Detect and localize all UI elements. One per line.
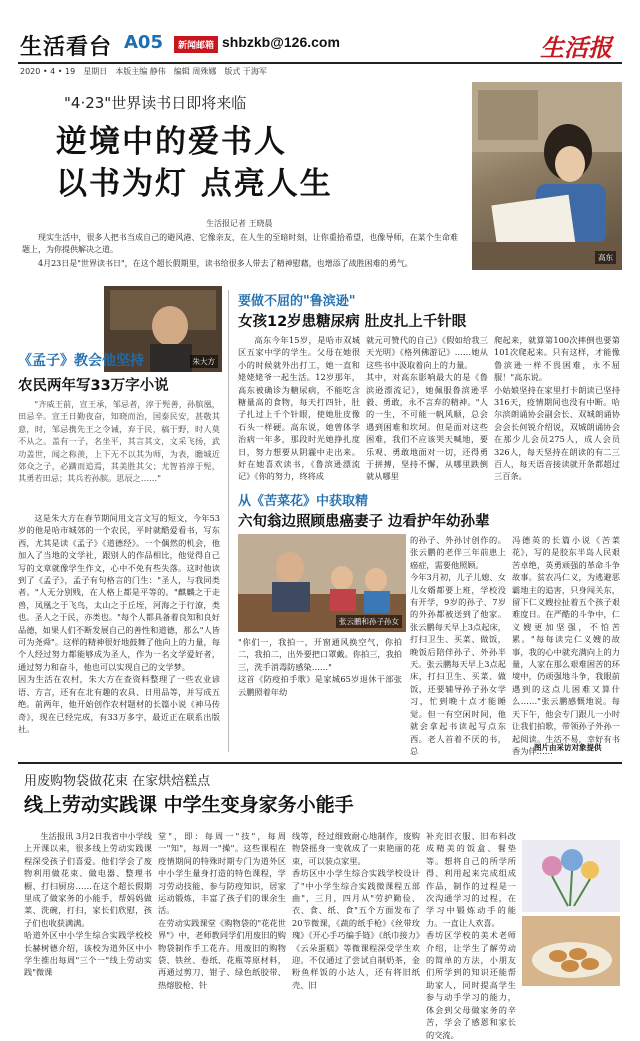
lead-intro-1: 现实生活中，很多人把书当成自己的避风港、它像亲友，在人生的至暗时刻，让你重拾希望，也像导师，在某个生命难题上，为你提供解决之道。: [22, 233, 458, 254]
grandfather-headline: 六旬翁边照顾患癌妻子 边看护年幼孙辈: [238, 514, 490, 530]
lead-byline: 生活报记者 王晓晨: [206, 219, 273, 228]
labor-col-2: 堂"，即：每周一"技"，每周一"知"，每周一"操"。这些课程在疫情期间的特殊时期专门为道外区中小学生量身打造的特色课程，学习劳动技能、参与防疫知识，居家运动锻炼，丰富了孩子们的课余生活。 在劳动实践课堂《购物袋的"花花世界"》中，老师教同学们用废旧的购物袋制作手工花卉。用废旧的购物袋、铁丝、卷纸、花瓶等原材料，再通过剪刀、钳子、绿色纸胶带、热熔胶枪、针: [158, 831, 286, 990]
labor-kicker: 用废购物袋做花束 在家烘焙糕点: [24, 774, 211, 789]
story-farmer: [18, 286, 226, 756]
lead-intro-2: 4月23日是"世界读书日"，在这个超长假期里，读书给很多人带去了精神慰藉，也增添了战胜困难的勇气。: [38, 259, 413, 268]
masthead-rule: [18, 62, 622, 64]
farmer-body: 这是朱大方在春节期间用文言文写的短文，今年53岁的他是哈市城郊的一个农民，平时就酷爱看书，写东西，尤其是读《孟子》《道德经》。一个偶然的机会，他加入了当地的文学社，跟别人的作品相比，他觉得自己写的文章就像学生作文，心中不免有些失落。这时他读到了《孟子》，孟子有句格言的门生："圣人，与我同类者。"人无分别贱，在人格上都是平等的。"麒麟之于走兽，凤凰之于飞鸟，太山之于丘垤，河海之于行潦，类也。圣人之于民，亦类也。"每个人都具备着良知和良好品德，如果人们不断发展自己的善性和道德，那么"人皆可为尧舜"。这样的精神很好地鼓舞了他向上的力量，每个人经过努力都能够成为圣人，作为一名文学爱好者，通过努力和奋斗，他也可以实现自己的文学梦。 因为生活在农村，朱大方在查资料整理了一些农业谚语、方言，还有在北有趣的农具、日用品等，并写成五绝。前两年，他开始创作农村题材的长篇小说《神马传奇》，现在已经完成，有33万多字，最近正在联系出版社。: [18, 513, 220, 734]
photo-caption-farmer: 朱大方: [190, 355, 219, 368]
lead-headline-2: 以书为灯 点亮人生: [56, 166, 333, 202]
farmer-kicker: 《孟子》教会他坚持: [18, 353, 144, 369]
paper-flowers-illustration: [522, 840, 620, 912]
labor-col-3: 线等，经过细致耐心地制作，废购物袋摇身一变就成了一束艳丽的花束，可以装点家里。 香坊区中小学生综合实践学校设计了"中小学生综合实践微课程五部曲"，三月，四月从"劳护勤俭、衣、食、纸、食"五个方面发布了20节微课，《蔬的纸手枪》《丝带玫瑰》《开心手巧编手链》《纸巾接力》《云朵蛋糕》等微课程深受学生欢迎。不仅通过了尝试自制奶茶，金粉鱼样饭的小达人，还有将旧纸壳、旧: [292, 831, 420, 990]
lead-header: [18, 82, 622, 282]
section-title: 生活看台: [20, 35, 113, 60]
grandfather-kicker: 从《苦菜花》中获取精: [238, 494, 369, 509]
labor-col-4: 补充旧衣服、旧布料改成精美的饭盒、餐垫等。想将自己的所学所得、利用起来完成组成作品，制作的过程是一次沟通学习的过程，在学习中锻炼动手的能力。一直让人欢喜。 香坊区学校的美术老师介绍，让学生了解劳动的简单的方法，小朋友们所学到的知识还能帮助家人，同时提高学生参与动手学习的能力，体会到父母做家务的辛苦，学会了感恩和家长的交流。: [426, 831, 516, 1040]
photo-caption-girl: 高东: [595, 251, 616, 264]
robinson-col-3: 爬起来，就算第100次摔倒也要第101次爬起来。只有这样，才能像鲁滨逊一样不畏困难，永不屈服！"高东说。 小姑娘坚持在家里打卡朗读已坚持316天，疫情期间也没有中断。哈尔滨朗诵协会副会长、双城朗诵协会会长何锐介绍说，双城朗诵协会在那少儿会员275人，成人会员326人，每天坚持在朗读的有二三百人，每天语音接读就开条都超过三百条。: [494, 335, 620, 482]
baking-illustration: [522, 916, 620, 986]
dateline: 2020 • 4 • 19 星期日 本版主编 静伟 编辑 周殊娜 版式 于海军: [20, 67, 267, 76]
paper-flowers-photo: [522, 840, 620, 912]
lead-kicker: "4·23"世界读书日即将来临: [64, 94, 247, 112]
grandfather-col-2: 的孙子、外孙讨创作的。张云鹏的老伴三年前患上癌症，需要他照顾。 今年3月初，儿子儿媳、女儿女婿都要上班，学校没有开学，9岁的孙子、7岁的外孙都被送到了他家。张云鹏每天早上3点起床，打扫卫生、买菜、做饭，晚饭后陪伴孙子、外孙半天。张云鹏每天早上3点起床，打扫卫生、买菜、做饭，还要辅导孙子孙女学习，忙到晚十点才能睡觉。但一有空闲时间，他就会拿起书读起写点东西。老人首着不厌的书，总: [410, 535, 506, 756]
newspaper-logo: 生活报: [540, 33, 612, 62]
reading-girl-photo: [472, 82, 622, 270]
photo-credit: 图片由采访对象提供: [534, 743, 602, 752]
story-labor: [18, 768, 622, 1040]
baking-photo: [522, 916, 620, 986]
email-address[interactable]: shbzkb@126.com: [222, 34, 340, 50]
grandfather-col-1: "你们一，我拍一，开窗通风换空气，你拍二，我拍二，出外要把口罩戴。你拍三，我拍三，洗手消毒防感染……" 这首《防疫拍手歌》是家城65岁退休干部张云鹏照着年幼: [238, 637, 402, 697]
channel-tag: 新闻邮箱: [174, 36, 218, 53]
labor-col-1: 生活报讯 3月2日我省中小学线上开课以来，很多线上劳动实践课程深受孩子们喜爱。他们学会了废物利用做花束、做电器、整理书橱、打扫厨房……在这个超长假期里成了做家务的小能手，帮妈妈做菜、洗碗，打扫，家长们欣慰，孩子们也收获满满。 哈道外区中小学生综合实践学校校长赫树德介绍，该校为道外区中小学生推出每周"三个一"线上劳动实践"微课: [24, 831, 152, 978]
story-robinson: [234, 290, 624, 482]
robinson-col-2: 就元可赞代的自己》《假如给我三天光明》《格列佛游记》……她从这些书中汲取着向上的力量。 其中，对高东影响最大的是《鲁滨逊漂流记》，她佩服鲁滨逊孚毅、勇敢，永不言弃的精神。"人的一生，不可能一帆风顺，总会遇到困难和坎坷。但是面对这些困难，我们不应该哭天喊地，要乐观、勇敢地面对一切，还得勇于拼搏，坚持不懈，从哪里跌倒就从哪里: [366, 335, 488, 482]
masthead: [0, 0, 640, 78]
robinson-kicker: 要做不屈的"鲁滨逊": [238, 294, 356, 309]
bottom-rule: [18, 762, 622, 764]
photo-caption-grandfather: 张云鹏和孙子孙女: [336, 615, 402, 628]
grandfather-col-3: 冯德英的长篇小说《苦菜花》，写的是胶东半岛人民艰苦卓绝，英勇顽强的革命斗争故事。贫农冯仁义，为逃避恶霸地主的追害，只身闯关东，留下仁义嫂拉扯着五个孩子艰难度日。在严酷的斗争中，仁义嫂更加坚强，不怕苦累。"每每读完仁义嫂的故事，我的心中就充满向上的力量，人家在那么艰难困苦的环境中，仍顽强地斗争，我眼前遇到的这点儿困难又算什么……"张云鹏感慨地说。每天下午，他会专门跟儿一小时让我们拍歌，带领孙子外孙一起阅读。生活不易，幸好有书香为伴……: [512, 535, 620, 756]
page-code: A05: [124, 32, 163, 53]
grandfather-photo: [238, 534, 406, 632]
farmer-headline: 农民两年写33万字小说: [18, 378, 169, 394]
column-divider: [228, 290, 229, 752]
labor-headline: 线上劳动实践课 中学生变身家务小能手: [24, 794, 354, 816]
lead-headline-1: 逆境中的爱书人: [56, 124, 287, 160]
robinson-headline: 女孩12岁患糖尿病 肚皮扎上千针眼: [238, 314, 467, 330]
reading-girl-illustration: [472, 82, 622, 270]
robinson-col-1: 高东今年15岁，是哈市双城区五家中学的学生。父母在她很小的时候就外出打工，她一直和姥姥姥爷一起生活。12岁那年，高东被确诊为糖尿病，不能吃含糖量高的食物，每天打四针，肚子扎过上千个针眼，使她肚皮像石头一样硬。高东说，她曾体学治病一年多，那段时光她挣扎度日，努力想要从阴霾中走出来。好在她喜欢读书，《鲁滨逊漂流记》《你的努力，终将成: [238, 335, 360, 482]
story-grandfather: [234, 490, 624, 756]
farmer-poem: "齐威王前，宣王承，邹忌者，淳于髡善，孙膑凰，田忌辛。宣王日勤夜奋，知晓而治，国泰民安，甚敬其意，时，邹忌携先王之令诫，弃于民，稿于野，时人莫不从之。盖有一子，名坐平，其言其文，文采飞扬，武功盖世，闻之称羡，上下无不以其为师，为表，瞻城近郊众之子，必蹒而追焉，其美胜其父；尤智苔淳于髡，其勇若田忌；其兵若孙膑。思辰之……": [18, 399, 220, 484]
